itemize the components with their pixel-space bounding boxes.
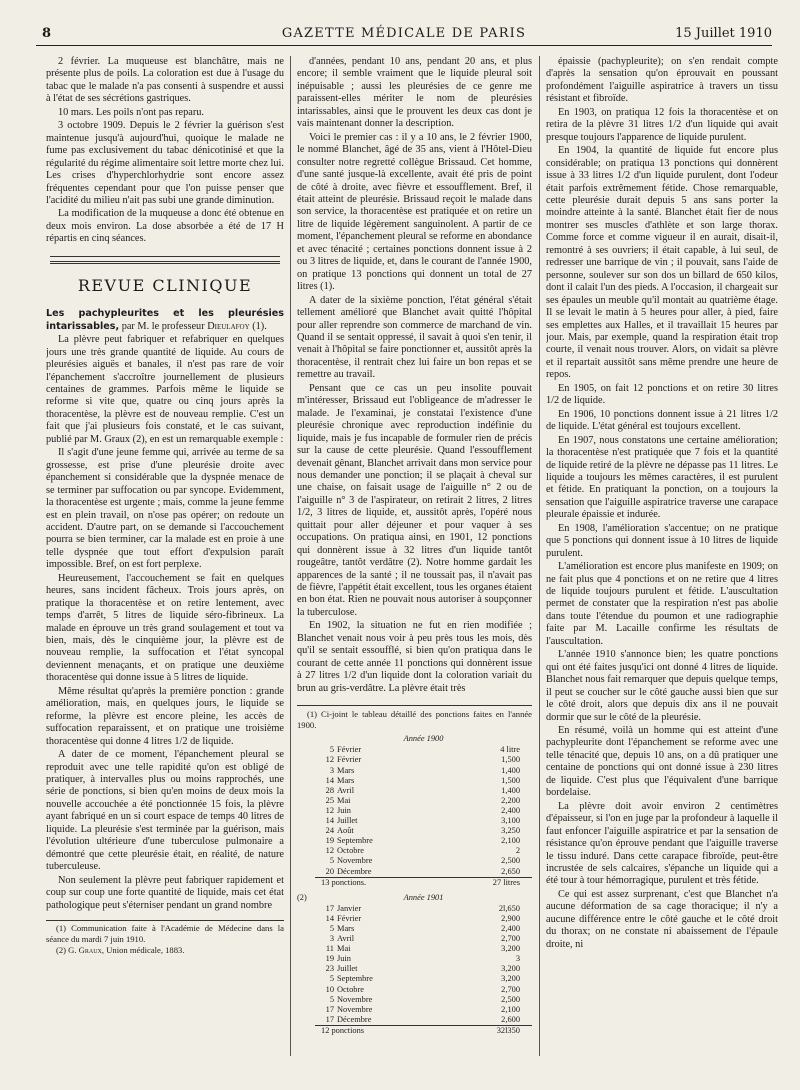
paragraph: A dater de la sixième ponction, l'état général s'était tellement amélioré que Blanchet avait quitté l'hôpital pour aller reprendre son commerce de marchand de vin. Quand il se sentait oppressé, il savait à quoi s'en tenir, il venait à l'hôpital se faire ponctionner et, aussitôt après la thoracentèse, il rentrait chez lui faire un bon repas et se remettre au travail.: [297, 294, 532, 381]
table-spacer: [297, 1015, 315, 1026]
table-row: [297, 954, 532, 964]
footnote: (1) Communication faite à l'Académie de Médecine dans la séance du mardi 7 juin 1910.: [46, 923, 284, 944]
puncture-day: 5: [329, 974, 334, 984]
puncture-month: Février: [337, 745, 362, 755]
paragraph: En 1902, la situation ne fut en rien modifiée ; Blanchet venait nous voir à peu près tous les mois, dès qu'il se sentait essoufflé, si bien qu'on pratiqua dans le courant de cette année 11 ponctions qui donnèrent issue à 27 litres 1/2 d'un liquide dont la coloration variait du brun au gris-verdâtre. La plèvre était très: [297, 620, 532, 694]
puncture-day: 5: [329, 994, 334, 1004]
footnotes: [46, 920, 284, 956]
footnote-mark: (2): [297, 892, 307, 902]
puncture-day: 19: [325, 836, 334, 846]
table-spacer: [297, 914, 315, 924]
section-divider: [50, 261, 280, 264]
table-row: [297, 786, 532, 796]
puncture-day: 12: [325, 805, 334, 815]
paragraph: En 1907, nous constatons une certaine amélioration; la thoracentèse n'est pratiquée que 7 fois et la quantité de liquide retiré de la plèvre ne dépasse pas 11 litres. Le liquide a toujours les mêmes caractères, il est purulent et fétide. En pratiquant la ponction, on a toujours la sensation que l'aiguille aspiratrice traverse une carapace pleurale épaissie et indurée.: [546, 434, 778, 521]
puncture-day: 12: [325, 755, 334, 765]
table-row: [297, 995, 532, 1005]
table-spacer: [297, 964, 315, 974]
puncture-day: 5: [329, 745, 334, 755]
section-divider: [50, 256, 280, 257]
table-spacer: [297, 786, 315, 796]
puncture-volume: 4 litre: [500, 745, 520, 755]
paragraph: 10 mars. Les poils n'ont pas reparu.: [58, 106, 204, 118]
puncture-volume: 1,500: [501, 755, 520, 765]
table-row: [297, 944, 532, 954]
table-spacer: [297, 826, 315, 836]
puncture-month: Mars: [337, 765, 355, 775]
table-total-row: [297, 877, 532, 888]
puncture-day: 3: [329, 765, 334, 775]
puncture-volume: 2,900: [501, 913, 520, 923]
table-row: [297, 1005, 532, 1015]
puncture-month: Mai: [337, 795, 351, 805]
paragraph: En 1904, la quantité de liquide fut encore plus considérable; on pratiqua 13 ponctions qui donnèrent issue à 33 litres 1/2 d'un liquide purulent, dont l'odeur était parfois extrêmement fétide. Chose remarquable, cette pleurésie durait depuis 5 ans sans porter la moindre atteinte à la santé. Blanchet était fier de nous montrer ses muscles d'athlète et son large thorax. Comme force et comme vigueur il en aurait, disait-il, remontré à ses ouvriers; il était capable, à lui seul, de redresser une barrique de vin ; il pouvait, sans l'aide de personne, soulever sur son dos un billard de 650 kilos, dont il calait l'un des pieds. A l'occasion, il chargeait sur ses épaules un meuble qu'il montait au quatrième étage. Il se levait le matin à 5 heures pour aller, à pied, faire ses emplettes aux Halles, et il travaillait 15 heures par jour. Mais, par exemple, quand la respiration était trop courte, il venait nous trouver. Alors, on vidait sa plèvre et il repartait aussitôt sans même prendre une heure de repos.: [546, 145, 778, 381]
puncture-day: 28: [325, 785, 334, 795]
puncture-month: Mai: [337, 944, 351, 954]
puncture-month: Septembre: [337, 836, 373, 846]
puncture-volume: 2,500: [501, 856, 520, 866]
paragraph: Ce qui est assez surprenant, c'est que Blanchet n'a aucune déformation de sa cage thoracique; il n'y a aucune différence entre le côté gauche et le côté droit du thorax; on ne constate ni abaissement de l'épaule droite, ni: [546, 888, 778, 950]
journal-title: GAZETTE MÉDICALE DE PARIS: [281, 26, 527, 41]
puncture-day: 24: [325, 826, 334, 836]
table-spacer: [297, 944, 315, 954]
table-row: [297, 826, 532, 836]
puncture-volume: 3,200: [501, 974, 520, 984]
table-year: Année 1901: [403, 892, 444, 902]
total-label: 13 ponctions.: [315, 877, 447, 888]
table-year-row: [297, 891, 532, 904]
table-row: [297, 776, 532, 786]
paragraph: L'amélioration est encore plus manifeste en 1909; on ne fait plus que 4 ponctions et on ne retire que 4 litres de liquide toujours purulent et fétide. L'auscultation permet de constater que la respiration n'est pas abolie dans toute l'étendue du poumon et une radiographie faite par M. Lacaille confirme les résultats de l'auscultation.: [546, 561, 778, 647]
table-spacer: [297, 954, 315, 964]
running-header: [36, 24, 772, 46]
table-spacer: [297, 877, 315, 888]
paragraph: En 1905, on fait 12 ponctions et on retire 30 litres 1/2 de liquide.: [546, 382, 778, 407]
column-rule: [539, 56, 540, 1056]
table-spacer: [297, 776, 315, 786]
puncture-month: Novembre: [337, 994, 373, 1004]
puncture-volume: 2,700: [501, 934, 520, 944]
puncture-tables-footnote: [297, 705, 532, 1036]
puncture-volume: 2,650: [501, 866, 520, 876]
footnote: [46, 945, 284, 956]
puncture-volume: 1,400: [501, 785, 520, 795]
puncture-month: Juin: [337, 805, 351, 815]
puncture-month: Février: [337, 755, 362, 765]
puncture-day: 3: [329, 934, 334, 944]
puncture-volume: 2,400: [501, 923, 520, 933]
footnote-source: , Union médicale, 1883.: [101, 945, 185, 955]
puncture-volume: 3: [515, 954, 520, 964]
table-spacer: [297, 745, 315, 755]
paragraph: Pensant que ce cas un peu insolite pouvait m'intéresser, Brissaud eut l'obligeance de m'adresser le malade. Je l'examinai, je constatai l'existence d'une pleurésie chronique avec reproduction indéfinie du liquide, mais je fus incapable de formuler rien de précis sur la cause de cette pleurésie. Quand l'essoufflement devenait gênant, Blanchet arrivait dans mon service pour nous demander une ponction; il se plaçait à cheval sur une chaise, on faisait usage de l'aiguille n° 2 ou de l'aiguille n° 3 de l'aspirateur, on retirait 2 litres, 2 litres 1/2, 3 litres de liquide, et, aussitôt après, l'opéré nous quittait pour aller déjeuner et pour vaquer à ses occupations. On pratiqua ainsi, en 1901, 12 ponctions qui donnèrent issue à 32 litres d'un liquide tantôt rougeâtre, tantôt verdâtre (2). Notre homme gardait les apparences de la santé ; il ne toussait pas, il n'avait pas de fièvre, l'appétit était excellent, tous les organes étaient en bon état. Rien ne pouvait nous autoriser à soupçonner la tuberculose.: [297, 382, 532, 618]
article-title: Les pachypleurites et les pleurésies intarissables,: [46, 308, 284, 332]
table-row: [297, 755, 532, 765]
puncture-volume: 2,100: [501, 836, 520, 846]
puncture-month: Août: [337, 826, 354, 836]
puncture-day: 14: [325, 775, 334, 785]
table-row: [297, 806, 532, 816]
table-spacer: [297, 806, 315, 816]
paragraph: d'années, pendant 10 ans, pendant 20 ans, et plus encore; il semble vraiment que le liquide pleural soit inépuisable ; aussi les pleurésies de ce genre me paraissent-elles mériter le nom de pleurésies intarissables, ainsi que le prouvent les deux cas dont je vais maintenant donner la description.: [297, 56, 532, 130]
puncture-day: 25: [325, 795, 334, 805]
column-2: [297, 56, 532, 1080]
paragraph: A dater de ce moment, l'épanchement pleural se reproduit avec une telle rapidité qu'on est obligé de pratiquer, à intervalles plus ou moins rapprochés, une série de ponctions, si bien qu'en moins de deux mois la nouvelle accouchée a été ponctionnée 15 fois, la plèvre ayant fabriqué en un si court espace de temps 40 litres de liquide. La pleurésie s'est terminée par la guérison, mais l'évolution ultérieure d'une tuberculose pulmonaire a démontré que cette pleurésie était, en réalité, de nature tuberculeuse.: [46, 749, 284, 873]
paragraph: La modification de la muqueuse a donc été obtenue en deux mois environ. La dose absorbée a été de 17 H répartis en cinq séances.: [46, 208, 284, 245]
table-row: [297, 985, 532, 995]
table-1901: [297, 891, 532, 1036]
table-row: [297, 856, 532, 866]
puncture-day: 14: [325, 913, 334, 923]
paragraph: Heureusement, l'accouchement se fait en quelques heures, sans incident fâcheux. Trois jours après, on pratique la thoracentèse et on retire lentement, avec temps d'arrêt, 5 litres de liquide séro-fibrineux. La malade en éprouve un très grand soulagement et tout va bien, mais, dès le cinquième jour, la plèvre est de nouveau remplie, la suffocation et l'état syncopal deviennent menaçants, et on pratique une deuxième thoracentèse qui donne issue à 5 litres de liquide.: [46, 572, 284, 684]
column-3: [546, 56, 778, 1080]
table-spacer: [297, 995, 315, 1005]
paragraph: 3 octobre 1909. Depuis le 2 février la guérison s'est maintenue jusqu'à aujourd'hui, quoique le malade ne fume pas exclusivement du tabac dénicotinisé et que la régularité du régime alimentaire soit lettre morte chez lui. Les crises d'hyperchlorhydrie sont encore assez fréquentes cependant pour que l'on puisse penser que l'acidité du milieu n'ait pas subi une grande diminution.: [46, 120, 284, 206]
table-spacer: [297, 1005, 315, 1015]
puncture-month: Décembre: [337, 866, 372, 876]
puncture-volume: 2,600: [501, 1014, 520, 1024]
puncture-day: 10: [325, 984, 334, 994]
footnote: (1) Ci-joint le tableau détaillé des ponctions faites en l'année 1900.: [297, 709, 532, 730]
column-1: [46, 56, 284, 1080]
table-spacer: [297, 974, 315, 984]
table-row: [297, 836, 532, 846]
paragraph: L'année 1910 s'annonce bien; les quatre ponctions qui ont été faites jusqu'ici ont donné 4 litres de liquide. Blanchet nous fait remarquer que depuis quelque temps, il peut se coucher sur le côté gauche aussi bien que sur le côté droit, alors que depuis dix ans il ne pouvait dormir que sur le côté de la pleurésie.: [546, 649, 778, 723]
puncture-day: 17: [325, 1014, 334, 1024]
paragraph: Même résultat qu'après la première ponction : grande amélioration, mais, en quelques jours, le liquide se reforme, la plèvre est encore pleine, les accès de suffocation reparaissent, et on pratique une troisième thoracentèse qui donne 4 litres 1/2 de liquide.: [46, 685, 284, 747]
puncture-volume: 3,200: [501, 964, 520, 974]
table-spacer: [297, 836, 315, 846]
table-1900: [297, 732, 532, 887]
puncture-month: Janvier: [337, 903, 362, 913]
puncture-month: Décembre: [337, 1014, 372, 1024]
paragraph: La plèvre peut fabriquer et refabriquer en quelques jours une très grande quantité de liquide. Au cours de pleurésies aiguës et banales, il n'est pas rare de voir l'épanchement s'accroître journellement de plusieurs centaines de grammes. Parfois même le liquide se reforme si vite que, quatre ou cinq jours après la thoracentèse, la plèvre est de nouveau remplie. C'est un fait que j'ai plusieurs fois constaté, et le cas suivant, publié par M. Graux (2), en est un remarquable exemple :: [46, 334, 284, 445]
table-spacer: [297, 816, 315, 826]
issue-date: 15 Juillet 1910: [675, 26, 772, 41]
total-label: 12 ponctions: [315, 1025, 447, 1036]
paragraph: La plèvre doit avoir environ 2 centimètres d'épaisseur, si l'on en juge par la profondeur à laquelle il faut enfoncer l'aiguille aspiratrice et par la sensation de résistance qu'on éprouve pendant que l'aiguille traverse le tissu induré. Dans cette carapace fibroïde, peut-être incrustée de sels calcaires, s'épanche un liquide qui a été tour à tour hémorragique, purulent et très fétide.: [546, 800, 778, 887]
puncture-month: Novembre: [337, 1004, 373, 1014]
puncture-month: Juillet: [337, 964, 358, 974]
table-row: [297, 766, 532, 776]
paragraph: En résumé, voilà un homme qui est atteint d'une pachypleurite dont l'épanchement se reforme avec une telle ténacité que, depuis 10 ans, on a dû pratiquer une centaine de ponctions qui ont donné issue à 230 litres de liquide. C'est plus que l'équivalent d'une barrique bordelaise.: [546, 725, 778, 799]
table-spacer: [297, 856, 315, 866]
table-spacer: [297, 1025, 315, 1036]
puncture-volume: 2,100: [501, 1004, 520, 1014]
table-spacer: [297, 796, 315, 806]
puncture-month: Octobre: [337, 846, 364, 856]
column-rule: [290, 56, 291, 1056]
paragraph: En 1903, on pratiqua 12 fois la thoracentèse et on retira de la plèvre 31 litres 1/2 d'un liquide qui avait presque toujours l'apparence de liquide purulent.: [546, 106, 778, 143]
total-volume: 32l350: [447, 1025, 532, 1036]
puncture-volume: 2,200: [501, 795, 520, 805]
puncture-day: 17: [325, 1004, 334, 1014]
puncture-month: Octobre: [337, 984, 364, 994]
puncture-volume: 2: [515, 846, 520, 856]
section-title: REVUE CLINIQUE: [77, 275, 253, 295]
paragraph: En 1908, l'amélioration s'accentue; on ne pratique que 5 ponctions qui donnent issue à 10 litres de liquide purulent.: [546, 522, 778, 559]
table-spacer: [297, 985, 315, 995]
puncture-day: 5: [329, 856, 334, 866]
puncture-volume: 2,400: [501, 805, 520, 815]
puncture-volume: 2,500: [501, 994, 520, 1004]
puncture-volume: 2,700: [501, 984, 520, 994]
footnote-author: G. Graux: [68, 945, 102, 955]
table-row: [297, 796, 532, 806]
total-volume: 27 litres: [447, 877, 532, 888]
table-total-row: [297, 1025, 532, 1036]
puncture-month: Avril: [337, 785, 355, 795]
puncture-day: 23: [325, 964, 334, 974]
table-year-row: [297, 732, 532, 745]
table-spacer: [297, 766, 315, 776]
table-row: [297, 934, 532, 944]
puncture-volume: 3,100: [501, 816, 520, 826]
puncture-day: 11: [325, 944, 334, 954]
table-spacer: [297, 904, 315, 914]
puncture-day: 12: [325, 846, 334, 856]
table-spacer: [297, 924, 315, 934]
paragraph: Il s'agit d'une jeune femme qui, arrivée au terme de sa grossesse, est prise d'une pleurésie droite avec épanchement si considérable que la dyspnée menace de se terminer par suffocation ou par syncope. Evidemment, la thoracentèse est urgente ; mais, comme la jeune femme est en plein travail, on n'ose pas opérer; on redoute un accident. D'autre part, on se demande si l'accouchement pourra se bien terminer, car la malade est en proie à une telle dyspnée que tout effort d'expulsion paraît impossible. Bref, on est fort perplexe.: [46, 447, 284, 571]
puncture-month: Septembre: [337, 974, 373, 984]
table-spacer: [297, 755, 315, 765]
page-number: 8: [42, 26, 52, 41]
table-year: Année 1900: [403, 734, 444, 744]
paragraph: Non seulement la plèvre peut fabriquer rapidement et coup sur coup une forte quantité de liquide, mais cet état pathologique peut s'éterniser pendant un grand nombre: [46, 874, 284, 911]
puncture-day: 5: [329, 923, 334, 933]
table-row: [297, 745, 532, 755]
table-spacer: [297, 934, 315, 944]
paragraph: Voici le premier cas : il y a 10 ans, le 2 février 1900, le nommé Blanchet, âgé de 35 ans, vient à l'Hôtel-Dieu consulter notre regretté collègue Brissaud. Cet homme, d'une santé jusque-là excellente, avait été pris de point de côté à droite, avec fièvre et essoufflement. Bref, il était atteint de pleurésie. Brissaud reçoit le malade dans son service, la thoracentèse est pratiquée et on retire un litre de liquide légèrement sanguinolent. A partir de ce moment, l'épanchement pleural se reforme en abondance et avec ténacité ; certaines ponctions donnent issue à 2 ou 3 litres de liquide, et, dans le courant de l'année 1900, on pratique 13 ponctions qui donnent un total de 27 litres (1).: [297, 131, 532, 293]
puncture-month: Juillet: [337, 816, 358, 826]
puncture-month: Avril: [337, 934, 355, 944]
article-heading: [46, 308, 284, 333]
article-author: Dieulafoy: [207, 320, 250, 332]
table-row: [297, 914, 532, 924]
table-row: [297, 904, 532, 914]
table-row: [297, 867, 532, 878]
footnote-mark: [297, 732, 315, 745]
paragraph: épaissie (pachypleurite); on s'en rendait compte d'après la sensation qu'on éprouvait en poussant profondément l'aiguille aspiratrice à travers un tissu résistant et fibroïde.: [546, 56, 778, 105]
puncture-day: 19: [325, 954, 334, 964]
table-row: [297, 846, 532, 856]
puncture-volume: 3,250: [501, 826, 520, 836]
puncture-volume: 1,400: [501, 765, 520, 775]
table-spacer: [297, 846, 315, 856]
table-row: [297, 816, 532, 826]
footnote-mark: (2): [56, 945, 69, 955]
puncture-month: Février: [337, 913, 362, 923]
puncture-month: Mars: [337, 923, 355, 933]
table-row: [297, 1015, 532, 1026]
table-spacer: [297, 867, 315, 878]
table-row: [297, 924, 532, 934]
puncture-day: 17: [325, 903, 334, 913]
article-byline: par M. le professeur: [119, 320, 208, 332]
paragraph: En 1906, 10 ponctions donnent issue à 21 litres 1/2 de liquide. L'état général est toujours excellent.: [546, 408, 778, 433]
table-row: [297, 964, 532, 974]
article-ref: (1).: [249, 320, 267, 332]
table-row: [297, 974, 532, 984]
puncture-day: 14: [325, 816, 334, 826]
puncture-volume: 1,500: [501, 775, 520, 785]
puncture-day: 20: [325, 866, 334, 876]
puncture-volume: 2l,650: [498, 903, 520, 913]
puncture-month: Novembre: [337, 856, 373, 866]
puncture-volume: 3,200: [501, 944, 520, 954]
paragraph: 2 février. La muqueuse est blanchâtre, mais ne présente plus de poils. La coloration est due à l'usage du tabac que le malade n'a pas consenti à suspendre et aussi à l'état de ses sécrétions gastriques.: [46, 56, 284, 105]
puncture-month: Mars: [337, 775, 355, 785]
puncture-month: Juin: [337, 954, 351, 964]
